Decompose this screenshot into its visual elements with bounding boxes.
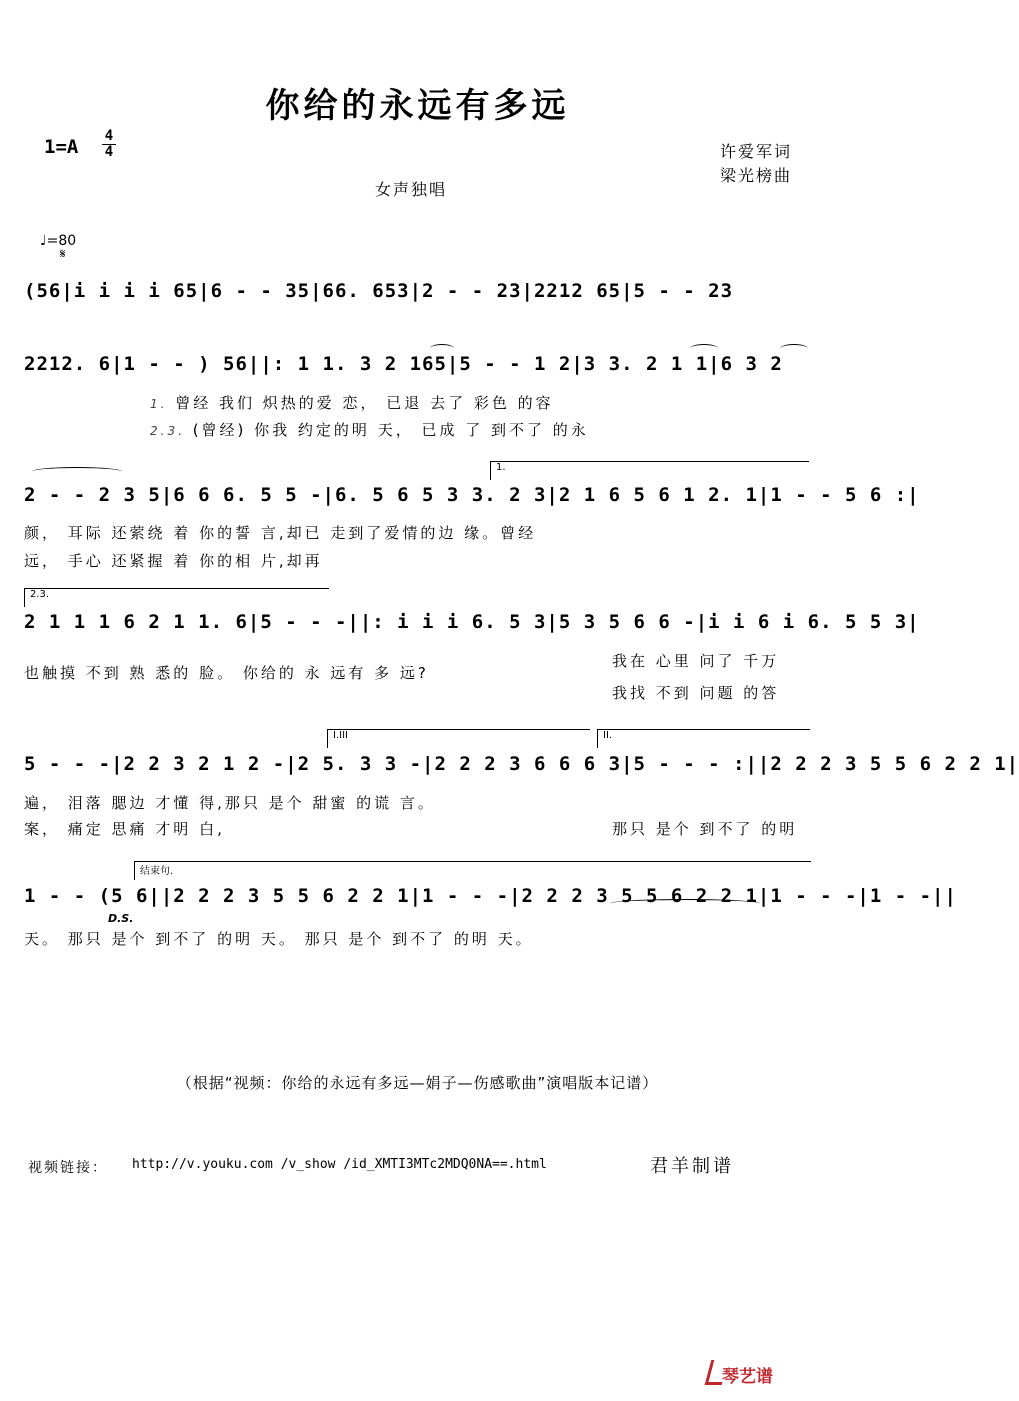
- time-signature-top: 4: [104, 128, 114, 144]
- lyricist-credit: 许爱军词: [720, 142, 793, 161]
- video-link-label: 视频链接：: [28, 1160, 108, 1176]
- first-ending-bracket: [490, 461, 809, 480]
- lyric-line: [150, 419, 589, 440]
- staff-line-5: 5 - - -|2 2 3 2 1 2 -|2 5. 3 3 -|2 2 2 3 6 6 6 3|5 - - - :||2 2 2 3 5 5 6 2 2 1|: [24, 753, 1019, 775]
- lyric-line: 天。 那只 是个 到不了 的明 天。 那只 是个 到不了 的明 天。: [24, 930, 534, 948]
- transcriber-signature: 君羊制谱: [650, 1156, 734, 1177]
- slur-mark: [610, 899, 760, 908]
- lyric-line: 那只 是个 到不了 的明: [612, 820, 798, 838]
- ds-mark: D.S.: [108, 912, 134, 925]
- third-ending-bracket: [327, 729, 590, 748]
- lyric-line: 遍， 泪落 腮边 才懂 得,那只 是个 甜蜜 的谎 言。: [24, 794, 436, 812]
- staff-line-3: 2 - - 2 3 5|6 6 6. 5 5 -|6. 5 6 5 3 3. 2 3|2 1 6 5 6 1 2. 1|1 - - 5 6 :|: [24, 484, 920, 506]
- coda-bracket: [134, 861, 811, 880]
- lyric-line: 我找 不到 问题 的答: [612, 684, 780, 702]
- second-ending-bracket: [24, 588, 329, 607]
- lyric-line: 我在 心里 问了 千万: [612, 652, 780, 670]
- lyric-text: (曾经) 你我 约定的明 天， 已成 了 到不了 的永: [192, 421, 589, 439]
- coda-label: 结束句.: [140, 866, 174, 877]
- lyric-line: 案， 痛定 思痛 才明 白,: [24, 820, 225, 838]
- slur-mark: [780, 344, 808, 353]
- staff-line-1: (56|i i i i 65|6 - - 35|66. 653|2 - - 23|2212 65|5 - - 23: [24, 280, 734, 302]
- segno-icon: 𝄋: [60, 247, 66, 262]
- staff-line-4: 2 1 1 1 6 2 1 1. 6|5 - - -||: i i i 6. 5 3|5 3 5 6 6 -|i i 6 i 6. 5 5 3|: [24, 611, 920, 633]
- lyric-text: 曾经 我们 炽热的爱 恋， 已退 去了 彩色 的容: [175, 394, 554, 412]
- video-link-url[interactable]: http://v.youku.com /v_show /id_XMTI3MTc2MDQ0NA==.html: [132, 1157, 547, 1172]
- lyric-line: [150, 392, 554, 413]
- lyric-line: 颜， 耳际 还萦绕 着 你的誓 言,却已 走到了爱情的边 缘。曾经: [24, 524, 537, 542]
- verse-number: 2.3.: [150, 424, 185, 438]
- composer-credit: 梁光榜曲: [720, 166, 793, 185]
- fourth-ending-bracket: [597, 729, 810, 748]
- second-ending-label: 2.3.: [30, 589, 50, 600]
- staff-line-6: 1 - - (5 6||2 2 2 3 5 5 6 2 2 1|1 - - -|2 2 2 3 5 5 6 2 2 1|1 - - -|1 - -||: [24, 885, 957, 907]
- tempo-mark: ♩=80: [40, 233, 77, 249]
- verse-number: 1.: [150, 397, 168, 411]
- first-ending-label: 1.: [496, 462, 506, 473]
- fourth-ending-label: II.: [603, 730, 613, 741]
- slur-mark: [690, 344, 718, 353]
- lyric-line: 远， 手心 还紧握 着 你的相 片,却再: [24, 552, 323, 570]
- time-signature: [102, 129, 116, 160]
- source-note: （根据“视频：你给的永远有多远—娟子—伤感歌曲”演唱版本记谱）: [176, 1074, 659, 1092]
- watermark-text: 琴艺谱: [722, 1367, 773, 1387]
- song-title: 你给的永远有多远: [265, 86, 570, 126]
- time-signature-bottom: 4: [102, 144, 116, 160]
- lyric-line: 也触摸 不到 熟 悉的 脸。 你给的 永 远有 多 远?: [24, 664, 429, 682]
- slur-mark: [430, 344, 454, 353]
- slur-mark: [32, 467, 122, 476]
- third-ending-label: I.III: [333, 730, 348, 741]
- performer-label: 女声独唱: [375, 180, 448, 199]
- staff-line-2: 2212. 6|1 - - ) 56||: 1 1. 3 2 165|5 - - 1 2|3 3. 2 1 1|6 3 2: [24, 353, 783, 375]
- key-signature: 1=A: [44, 136, 79, 158]
